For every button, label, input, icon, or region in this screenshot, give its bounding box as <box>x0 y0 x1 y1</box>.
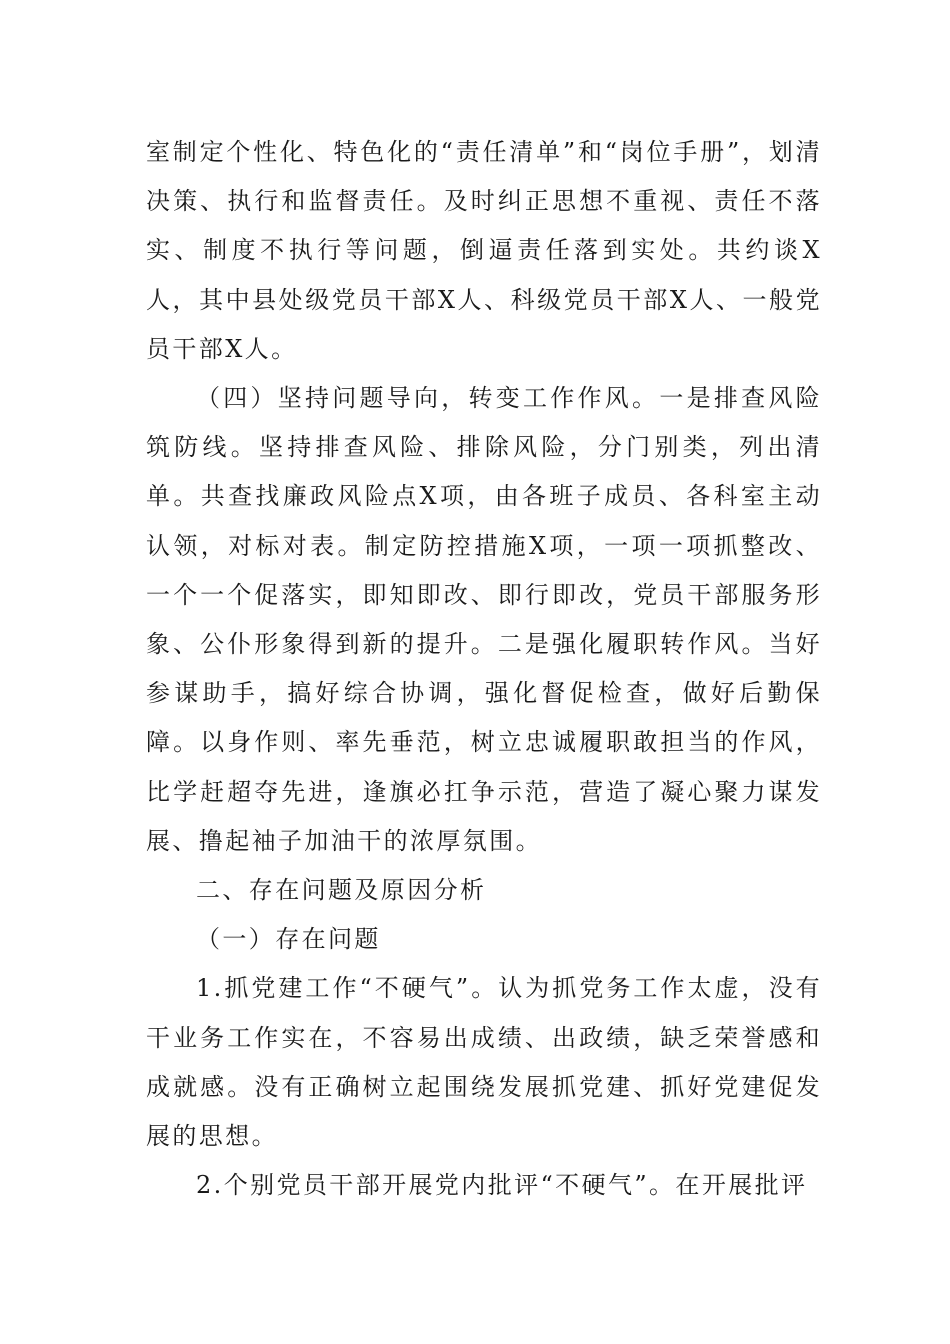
paragraph-lead: （四）坚持问题导向，转变工作作风。 <box>196 384 660 413</box>
section-heading: 二、存在问题及原因分析 <box>196 876 487 905</box>
list-item: 2.个别党员干部开展党内批评“不硬气”。在开展批评 <box>196 1171 808 1200</box>
body-paragraph <box>146 374 822 866</box>
paragraph-text: 一是排查风险筑防线。坚持排查风险、排除风险，分门别类，列出清单。共查找廉政风险点X项，由各班子成员、各科室主动认领，对标对表。制定防控措施X项，一项一项抓整改、一个一个促落实，即知即改、即行即改，党员干部服务形象、公仆形象得到新的提升。二是强化履职转作风。当好参谋助手，搞好综合协调，强化督促检查，做好后勤保障。以身作则、率先垂范，树立忠诚履职敢担当的作风，比学赶超夺先进，逢旗必扛争示范，营造了凝心聚力谋发展、撸起袖子加油干的浓厚氛围。 <box>146 384 822 855</box>
body-paragraph: 室制定个性化、特色化的“责任清单”和“岗位手册”，划清决策、执行和监督责任。及时纠正思想不重视、责任不落实、制度不执行等问题，倒逼责任落到实处。共约谈X人，其中县处级党员干部X人、科级党员干部X人、一般党员干部X人。 <box>146 138 822 363</box>
subsection-heading: （一）存在问题 <box>196 925 381 954</box>
list-item: 1.抓党建工作“不硬气”。认为抓党务工作太虚，没有干业务工作实在，不容易出成绩、出政绩，缺乏荣誉感和成就感。没有正确树立起围绕发展抓党建、抓好党建促发展的思想。 <box>146 974 822 1151</box>
document-body <box>146 128 822 1210</box>
